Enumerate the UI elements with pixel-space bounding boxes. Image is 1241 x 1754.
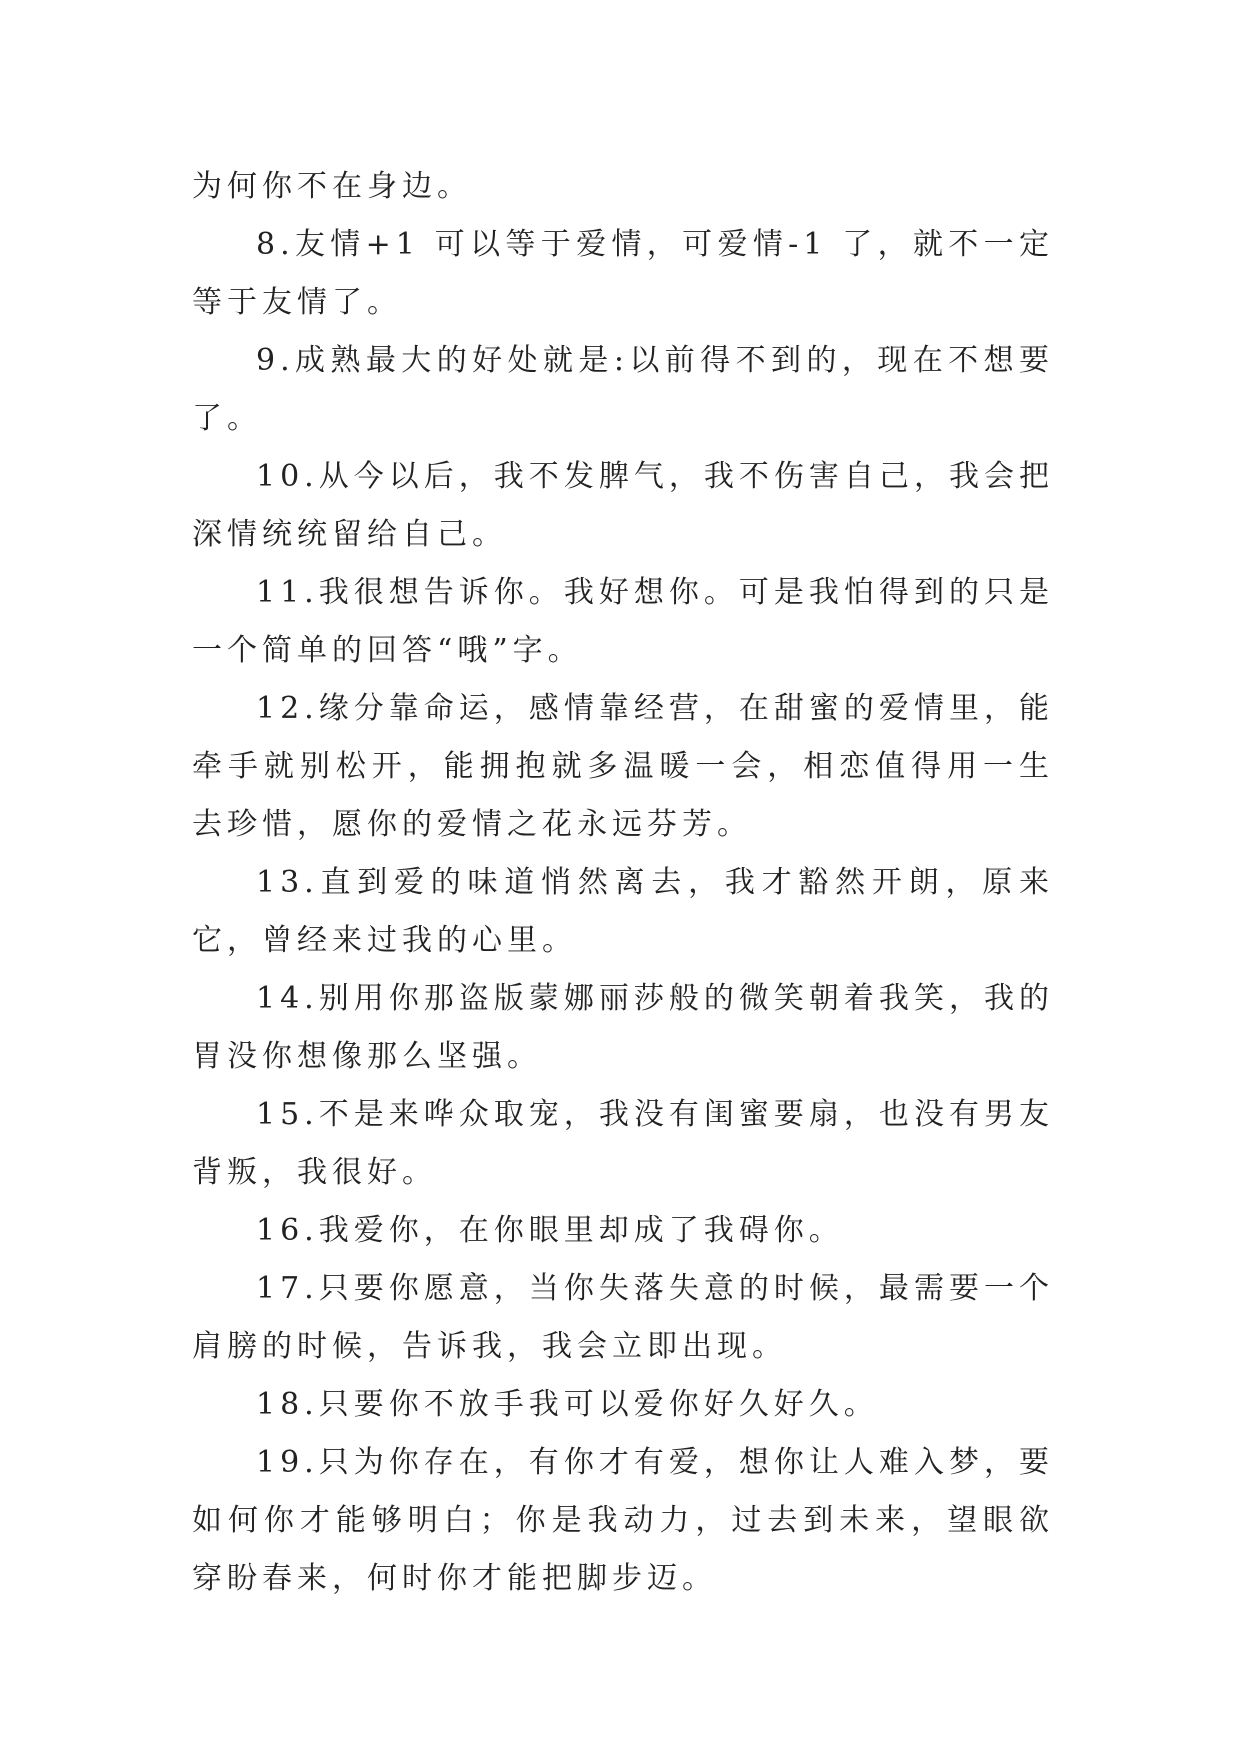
paragraph-item-11: 11.我很想告诉你。我好想你。可是我怕得到的只是一个简单的回答“哦”字。	[192, 575, 1054, 668]
paragraph-item-8: 8.友情+1 可以等于爱情，可爱情-1 了，就不一定等于友情了。	[192, 227, 1054, 320]
paragraph-item-12: 12.缘分靠命运，感情靠经营，在甜蜜的爱情里，能牵手就别松开，能拥抱就多温暖一会，相恋值得用一生去珍惜，愿你的爱情之花永远芬芳。	[192, 691, 1054, 842]
paragraph-item-14: 14.别用你那盗版蒙娜丽莎般的微笑朝着我笑，我的胃没你想像那么坚强。	[192, 981, 1054, 1074]
document-body	[192, 158, 1054, 1608]
paragraph-item-9: 9.成熟最大的好处就是:以前得不到的，现在不想要了。	[192, 343, 1054, 436]
paragraph-item-17: 17.只要你愿意，当你失落失意的时候，最需要一个肩膀的时候，告诉我，我会立即出现。	[192, 1271, 1054, 1364]
paragraph-continuation: 为何你不在身边。	[192, 169, 472, 204]
paragraph-item-15: 15.不是来哗众取宠，我没有闺蜜要扇，也没有男友背叛，我很好。	[192, 1097, 1054, 1190]
paragraph-item-18: 18.只要你不放手我可以爱你好久好久。	[256, 1387, 879, 1422]
paragraph-item-10: 10.从今以后，我不发脾气，我不伤害自己，我会把深情统统留给自己。	[192, 459, 1054, 552]
paragraph-item-13: 13.直到爱的味道悄然离去，我才豁然开朗，原来它，曾经来过我的心里。	[192, 865, 1054, 958]
paragraph-item-19: 19.只为你存在，有你才有爱，想你让人难入梦，要如何你才能够明白；你是我动力，过去到未来，望眼欲穿盼春来，何时你才能把脚步迈。	[192, 1445, 1054, 1596]
paragraph-item-16: 16.我爱你，在你眼里却成了我碍你。	[256, 1213, 844, 1248]
